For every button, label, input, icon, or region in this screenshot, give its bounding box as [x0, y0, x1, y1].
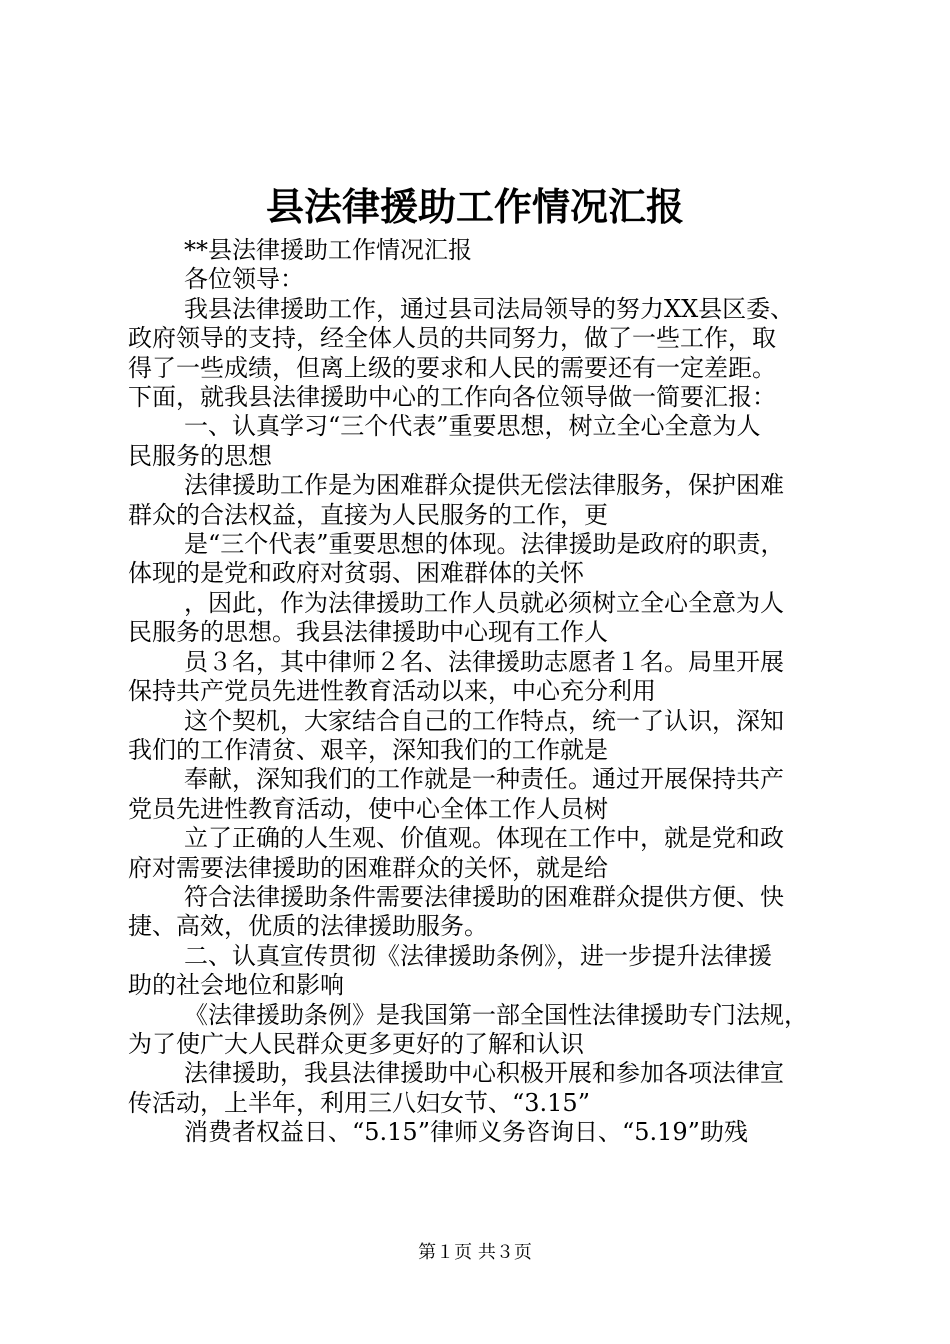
text-line: 法律援助，我县法律援助中心积极开展和参加各项法律宣 [184, 1059, 784, 1088]
text-line: 捷、高效，优质的法律援助服务。 [128, 912, 488, 941]
text-line: 《法律援助条例》是我国第一部全国性法律援助专门法规， [184, 1000, 808, 1029]
document-body [128, 236, 844, 1148]
text-line: 传活动，上半年，利用三八妇女节、“3.15” [128, 1088, 590, 1117]
text-line: 下面，就我县法律援助中心的工作向各位领导做一简要汇报： [128, 383, 776, 412]
text-line: 群众的合法权益，直接为人民服务的工作，更 [128, 500, 608, 529]
text-line: 法律援助工作是为困难群众提供无偿法律服务，保护困难 [184, 471, 784, 500]
text-line: 一、认真学习“三个代表”重要思想，树立全心全意为人 [184, 412, 761, 441]
text-line: 是“三个代表”重要思想的体现。法律援助是政府的职责， [184, 530, 785, 559]
text-line: 奉献，深知我们的工作就是一种责任。通过开展保持共产 [184, 765, 784, 794]
text-line: 符合法律援助条件需要法律援助的困难群众提供方便、快 [184, 882, 784, 911]
text-line: 消费者权益日、“5.15”律师义务咨询日、“5.19”助残 [184, 1118, 748, 1147]
text-line: 各位领导： [184, 265, 304, 294]
text-line: 我县法律援助工作，通过县司法局领导的努力XX县区委、 [184, 294, 795, 323]
text-line: 助的社会地位和影响 [128, 971, 344, 1000]
text-line: 员３名，其中律师２名、法律援助志愿者１名。局里开展 [184, 647, 784, 676]
text-line: 体现的是党和政府对贫弱、困难群体的关怀 [128, 559, 584, 588]
text-line: 党员先进性教育活动，使中心全体工作人员树 [128, 794, 608, 823]
text-line: **县法律援助工作情况汇报 [184, 236, 472, 264]
text-line: 得了一些成绩，但离上级的要求和人民的需要还有一定差距。 [128, 353, 776, 382]
text-line: 府对需要法律援助的困难群众的关怀，就是给 [128, 853, 608, 882]
text-line: 民服务的思想 [128, 441, 272, 470]
text-line: 政府领导的支持，经全体人员的共同努力，做了一些工作，取 [128, 324, 776, 353]
text-line: 为了使广大人民群众更多更好的了解和认识 [128, 1029, 584, 1058]
text-line: 立了正确的人生观、价值观。体现在工作中，就是党和政 [184, 824, 784, 853]
page-footer: 第１页 共３页 [418, 1242, 532, 1263]
document-title: 县法律援助工作情况汇报 [265, 184, 684, 229]
text-line: 民服务的思想。我县法律援助中心现有工作人 [128, 618, 608, 647]
text-line: 我们的工作清贫、艰辛，深知我们的工作就是 [128, 735, 608, 764]
text-line: 保持共产党员先进性教育活动以来，中心充分利用 [128, 677, 656, 706]
text-line: ，因此，作为法律援助工作人员就必须树立全心全意为人 [184, 588, 784, 617]
text-line: 二、认真宣传贯彻《法律援助条例》，进一步提升法律援 [184, 941, 772, 970]
text-line: 这个契机，大家结合自己的工作特点，统一了认识，深知 [184, 706, 784, 735]
